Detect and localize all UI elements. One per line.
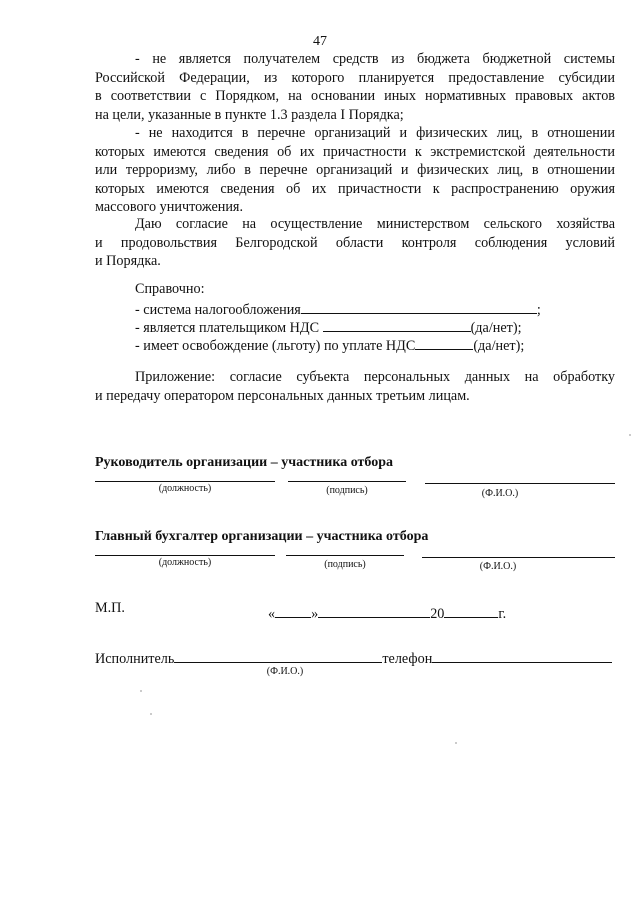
appendix bbox=[95, 368, 615, 405]
executor-name-field[interactable] bbox=[174, 648, 382, 663]
accountant-caption-signature: (подпись) bbox=[324, 559, 366, 570]
executor-caption-name: (Ф.И.О.) bbox=[266, 666, 304, 677]
vat-exempt-end: (да/нет); bbox=[473, 338, 525, 354]
date-day-field[interactable] bbox=[275, 603, 311, 618]
scan-speck bbox=[150, 713, 152, 715]
vat-payer-label: - является плательщиком НДС bbox=[135, 320, 320, 336]
text-line: и Порядка. bbox=[95, 253, 161, 269]
vat-exempt-row bbox=[135, 335, 524, 355]
vat-payer-field[interactable] bbox=[323, 317, 471, 332]
text-line: и продовольствия Белгородской области контроля соблюдения условий bbox=[95, 234, 615, 251]
accountant-caption-name: (Ф.И.О.) bbox=[479, 561, 517, 572]
paragraph-consent bbox=[95, 215, 615, 271]
date-year-suffix: г. bbox=[498, 606, 507, 622]
head-signature-line[interactable] bbox=[288, 481, 406, 482]
head-caption-name: (Ф.И.О.) bbox=[481, 488, 519, 499]
executor-phone-label: телефон bbox=[382, 651, 433, 667]
text-line: которых имеются сведения об их причастности к распространению оружия bbox=[95, 180, 615, 197]
date-year-field[interactable] bbox=[444, 603, 498, 618]
text-line: Приложение: согласие субъекта персональных данных на обработку bbox=[135, 369, 615, 385]
head-position-line[interactable] bbox=[95, 481, 275, 482]
date-quote-open: « bbox=[268, 606, 276, 622]
text-line: Российской Федерации, из которого планируется предоставление субсидии bbox=[95, 69, 615, 86]
vat-payer-row bbox=[135, 317, 522, 337]
head-caption-position: (должность) bbox=[158, 483, 212, 494]
paragraph-not-in-list bbox=[95, 124, 615, 217]
date-month-field[interactable] bbox=[318, 603, 430, 618]
head-caption-signature: (подпись) bbox=[326, 485, 368, 496]
text-line: - не является получателем средств из бюджета бюджетной системы bbox=[135, 51, 615, 67]
head-name-line[interactable] bbox=[425, 483, 615, 484]
scan-speck bbox=[629, 434, 631, 436]
tax-system-end: ; bbox=[536, 302, 541, 318]
text-line: которых имеются сведения об их причастности к экстремистской деятельности bbox=[95, 143, 615, 160]
accountant-position-line[interactable] bbox=[95, 555, 275, 556]
date-quote-close: » bbox=[311, 606, 319, 622]
text-line: на цели, указанные в пункте 1.3 раздела I Порядка; bbox=[95, 106, 404, 123]
scan-speck bbox=[455, 742, 457, 744]
accountant-caption-position: (должность) bbox=[158, 557, 212, 568]
paragraph-not-recipient bbox=[95, 50, 615, 124]
scan-speck bbox=[140, 690, 142, 692]
tax-system-field[interactable] bbox=[301, 299, 537, 314]
text-line: - не находится в перечне организаций и физических лиц, в отношении bbox=[135, 125, 615, 141]
stamp-label: М.П. bbox=[95, 600, 125, 616]
date-row bbox=[268, 603, 506, 623]
vat-exempt-label: - имеет освобождение (льготу) по уплате НДС bbox=[135, 338, 416, 354]
text-line: Даю согласие на осуществление министерством сельского хозяйства bbox=[135, 216, 615, 232]
head-signature-title: Руководитель организации – участника отбора bbox=[95, 455, 394, 470]
reference-heading: Справочно: bbox=[135, 281, 205, 297]
page-number: 47 bbox=[313, 34, 327, 49]
vat-exempt-field[interactable] bbox=[415, 335, 473, 350]
text-line: в соответствии с Порядком, на основании иных нормативных правовых актов bbox=[95, 88, 615, 104]
vat-payer-end: (да/нет); bbox=[470, 320, 522, 336]
executor-label: Исполнитель bbox=[95, 651, 175, 667]
accountant-name-line[interactable] bbox=[422, 557, 615, 558]
tax-system-label: - система налогообложения bbox=[135, 302, 301, 318]
text-line: и передачу оператором персональных данных третьим лицам. bbox=[95, 387, 470, 404]
accountant-signature-title: Главный бухгалтер организации – участника отбора bbox=[95, 529, 429, 544]
accountant-signature-line[interactable] bbox=[286, 555, 404, 556]
executor-phone-field[interactable] bbox=[432, 648, 612, 663]
executor-row bbox=[95, 648, 612, 668]
text-line: массового уничтожения. bbox=[95, 199, 244, 215]
text-line: или терроризму, либо в перечне организаций и физических лиц, в отношении bbox=[95, 162, 615, 178]
tax-system-row bbox=[135, 299, 541, 319]
date-year-prefix: 20 bbox=[430, 606, 445, 622]
